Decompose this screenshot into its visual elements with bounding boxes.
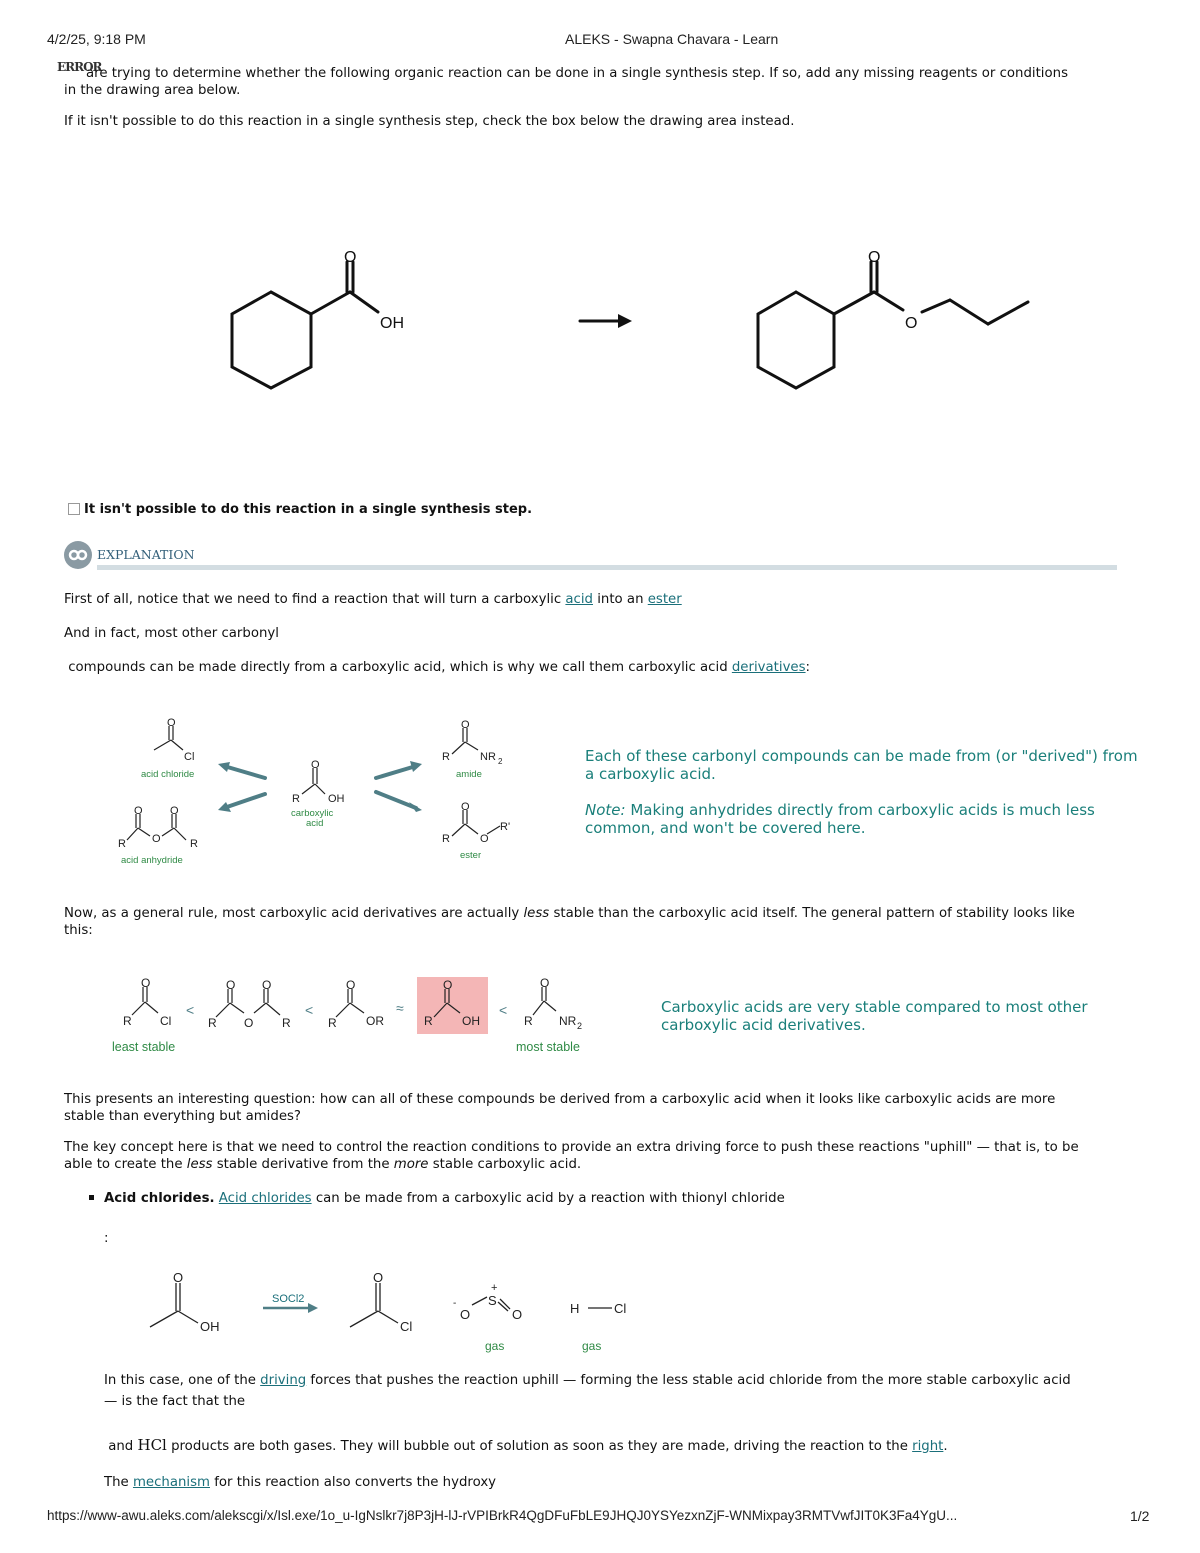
explanation-paragraph-9: [104, 1474, 496, 1491]
svg-text:O: O: [244, 1016, 254, 1030]
svg-text:R: R: [208, 1016, 217, 1030]
svg-text:2: 2: [577, 1021, 583, 1031]
least-stable-label: least stable: [112, 1040, 176, 1054]
most-stable-label: most stable: [516, 1040, 580, 1054]
footer-url: https://www-awu.aleks.com/alekscgi/x/Isl.exe/1o_u-IgNslkr7j8P3jH-lJ-rVPIBrkR4QgDFuFbLE9JHQJ0YSYezxnZjF-WNMixpay3RMTVwfJIT0K3Fa4YgU...: [47, 1508, 958, 1523]
p9-1: The: [104, 1475, 133, 1490]
reaction-drawing[interactable]: [220, 240, 1050, 400]
p8-2: products are both gases. They will bubble out of solution as soon as they are made, driving the reaction to the: [166, 1439, 913, 1454]
error-marker: ERROR: [57, 60, 102, 74]
svg-text:O: O: [461, 801, 470, 813]
explanation-paragraph-6-cont: [64, 1156, 581, 1173]
svg-text:R: R: [123, 1014, 132, 1028]
svg-text:S: S: [488, 1293, 497, 1308]
carboxylic-acid-label-2: acid: [306, 818, 324, 829]
bullet-text: can be made from a carboxylic acid by a reaction with thionyl chloride: [311, 1191, 785, 1206]
stability-note: Carboxylic acids are very stable compared to most other carboxylic acid derivatives.: [661, 998, 1088, 1034]
derivatives-figure: [110, 712, 540, 872]
svg-text:<: <: [186, 1002, 195, 1018]
svg-text:O: O: [152, 833, 161, 845]
p6-1: able to create the: [64, 1157, 187, 1172]
svg-text:Cl: Cl: [614, 1301, 627, 1316]
p3-end: :: [805, 660, 811, 675]
svg-text:+: +: [491, 1282, 498, 1294]
svg-text:O: O: [311, 759, 320, 771]
acid-chloride-label: acid chloride: [141, 769, 195, 780]
svg-text:R: R: [424, 1014, 433, 1028]
svg-text:O: O: [461, 719, 470, 731]
bullet-dot: [89, 1195, 94, 1200]
explanation-paragraph-1: [64, 591, 682, 608]
mechanism-link[interactable]: mechanism: [132, 1475, 210, 1490]
svg-text:Cl: Cl: [160, 1014, 172, 1028]
svg-text:O: O: [460, 1307, 471, 1322]
reactant-carbonyl-o: O: [344, 249, 357, 266]
explanation-paragraph-4-cont: this:: [64, 923, 93, 938]
explanation-paragraph-3: [64, 659, 810, 676]
p8-end: .: [943, 1439, 948, 1454]
derivatives-note-1: Each of these carbonyl compounds can be made from (or "derived") from a carboxylic acid.: [585, 747, 1138, 783]
p7-1: In this case, one of the: [104, 1373, 261, 1388]
note-text: Making anhydrides directly from carboxylic acids is much less common, and won't be covered here.: [585, 801, 1095, 837]
svg-text:O: O: [167, 717, 176, 729]
svg-text:O: O: [141, 976, 151, 990]
svg-text:Cl: Cl: [184, 751, 195, 763]
thionyl-chloride-reaction: [140, 1265, 640, 1355]
explanation-paragraph-2: And in fact, most other carbonyl: [64, 626, 279, 641]
p3-text: compounds can be made directly from a carboxylic acid, which is why we call them carboxylic acid: [64, 660, 732, 675]
note-em: Note:: [585, 801, 626, 819]
carboxylic-acid-label-1: carboxylic: [291, 808, 334, 819]
p7-2: forces that pushes the reaction uphill — forming the less stable acid chloride from the more stable carboxylic acid: [306, 1373, 1071, 1388]
p8-1: and: [104, 1439, 138, 1454]
question-line-2: in the drawing area below.: [64, 83, 241, 98]
svg-text:OR: OR: [366, 1014, 384, 1028]
svg-text:O: O: [540, 976, 550, 990]
reactant-oh: OH: [380, 315, 404, 332]
gas-label-1: gas: [485, 1339, 505, 1353]
ester-label: ester: [460, 850, 482, 861]
socl2-reagent: SOCl2: [272, 1293, 305, 1305]
not-possible-label[interactable]: It isn't possible to do this reaction in a single synthesis step.: [84, 502, 533, 517]
p1-text: First of all, notice that we need to find a reaction that will turn a carboxylic: [64, 592, 566, 607]
product-ester-o: O: [905, 315, 918, 332]
driving-link[interactable]: driving: [260, 1373, 307, 1388]
explanation-rule: [97, 565, 1117, 570]
p4-b: stable than the carboxylic acid itself. The general pattern of stability looks like: [549, 906, 1075, 921]
bullet-colon: :: [104, 1231, 109, 1246]
svg-text:H: H: [570, 1301, 580, 1316]
svg-text:-: -: [453, 1298, 457, 1309]
svg-text:R: R: [442, 751, 450, 763]
not-possible-checkbox[interactable]: [68, 503, 80, 515]
hcl-formula: HCl: [137, 1436, 167, 1454]
svg-text:<: <: [499, 1002, 508, 1018]
p9-2: for this reaction also converts the hydroxy: [210, 1475, 497, 1490]
p6-em2: more: [393, 1157, 429, 1172]
svg-text:O: O: [134, 805, 143, 817]
amide-label: amide: [456, 769, 482, 780]
svg-text:R: R: [190, 838, 198, 850]
svg-text:R': R': [500, 821, 511, 833]
acid-anhydride-label: acid anhydride: [121, 855, 183, 866]
acid-chlorides-bullet: [104, 1190, 785, 1207]
explanation-paragraph-6: The key concept here is that we need to control the reaction conditions to provide an extra driving force to push these reactions "uphill" — that is, to be: [64, 1140, 1079, 1155]
gas-label-2: gas: [582, 1339, 602, 1353]
svg-text:OH: OH: [462, 1014, 480, 1028]
ester-link[interactable]: ester: [647, 592, 682, 607]
explanation-paragraph-7: [104, 1372, 1071, 1389]
print-datetime: 4/2/25, 9:18 PM: [47, 31, 146, 47]
p6-em1: less: [186, 1157, 213, 1172]
explanation-heading: EXPLANATION: [97, 547, 195, 562]
svg-text:OH: OH: [328, 793, 345, 805]
explanation-paragraph-8: [104, 1437, 948, 1455]
p6-2: stable derivative from the: [212, 1157, 394, 1172]
page-title: ALEKS - Swapna Chavara - Learn: [565, 31, 779, 47]
explanation-paragraph-7-cont: — is the fact that the: [104, 1394, 246, 1409]
footer-page-number: 1/2: [1130, 1508, 1150, 1524]
product-carbonyl-o: O: [868, 249, 881, 266]
derivatives-note-2: [585, 801, 1145, 837]
bullet-bold: Acid chlorides.: [104, 1191, 215, 1206]
question-line-3: If it isn't possible to do this reaction in a single synthesis step, check the box below the drawing area instead.: [64, 114, 795, 129]
question-line-1: are trying to determine whether the following organic reaction can be done in a single synthesis step. If so, add any missing reagents or conditions: [86, 66, 1068, 81]
svg-text:R: R: [328, 1016, 337, 1030]
svg-text:O: O: [512, 1307, 523, 1322]
svg-text:O: O: [170, 805, 179, 817]
svg-text:NR: NR: [480, 751, 496, 763]
svg-text:O: O: [173, 1270, 184, 1285]
svg-text:Cl: Cl: [400, 1319, 413, 1334]
svg-text:R: R: [118, 838, 126, 850]
svg-text:O: O: [262, 978, 272, 992]
svg-text:NR: NR: [559, 1014, 577, 1028]
svg-text:R: R: [524, 1014, 533, 1028]
svg-text:2: 2: [498, 757, 503, 766]
explanation-paragraph-5: This presents an interesting question: how can all of these compounds be derived from a carboxylic acid when it looks like carboxylic acids are more: [64, 1092, 1056, 1107]
svg-text:O: O: [226, 978, 236, 992]
p4-a: Now, as a general rule, most carboxylic acid derivatives are actually: [64, 906, 524, 921]
explanation-paragraph-5-cont: stable than everything but amides?: [64, 1109, 301, 1124]
svg-text:<: <: [305, 1002, 314, 1018]
right-link[interactable]: right: [912, 1439, 944, 1454]
p4-em: less: [523, 906, 550, 921]
svg-text:R: R: [442, 833, 450, 845]
svg-text:O: O: [373, 1270, 384, 1285]
explanation-paragraph-4: [64, 905, 1075, 922]
svg-text:R: R: [292, 793, 300, 805]
svg-text:O: O: [443, 978, 453, 992]
svg-text:≈: ≈: [396, 1000, 404, 1016]
svg-text:O: O: [480, 833, 489, 845]
svg-text:OH: OH: [200, 1319, 220, 1334]
acid-chlorides-link[interactable]: Acid chlorides: [218, 1191, 312, 1206]
svg-text:O: O: [346, 978, 356, 992]
acid-link[interactable]: acid: [565, 592, 593, 607]
svg-text:R: R: [282, 1016, 291, 1030]
derivatives-link[interactable]: derivatives: [731, 660, 806, 675]
explanation-icon: [64, 541, 92, 569]
p1-mid: into an: [593, 592, 648, 607]
p6-3: stable carboxylic acid.: [428, 1157, 582, 1172]
